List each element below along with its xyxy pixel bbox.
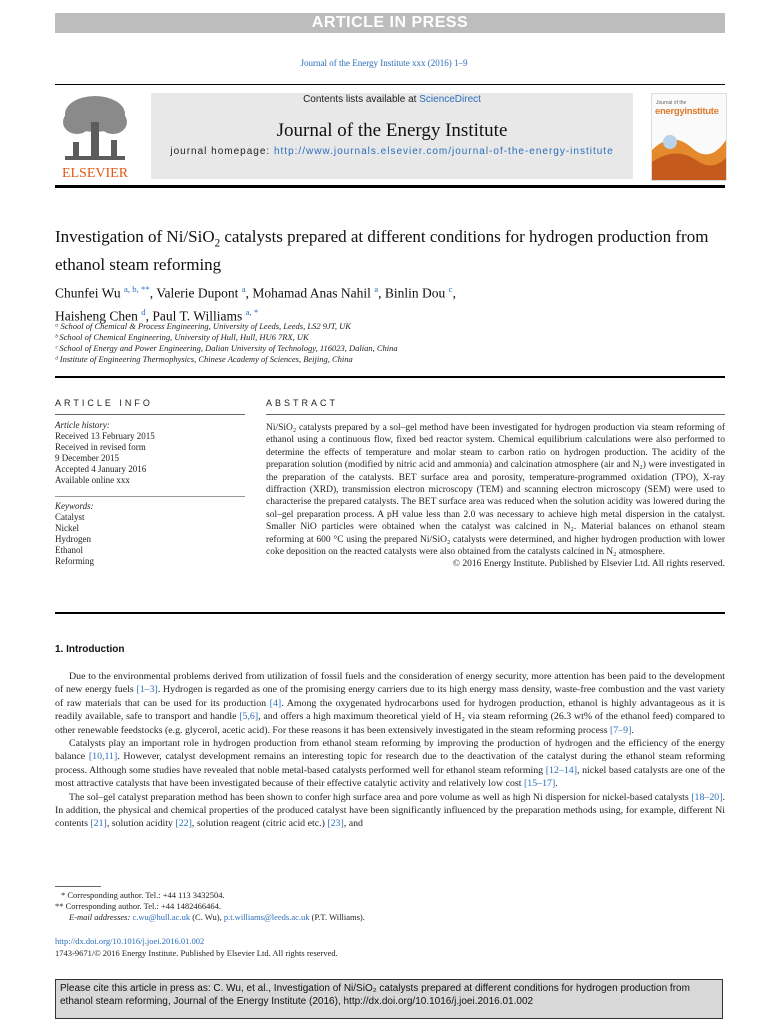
- history-line: Accepted 4 January 2016: [55, 464, 147, 474]
- author-name[interactable]: Valerie Dupont: [156, 285, 239, 301]
- reference-link[interactable]: [21]: [90, 818, 107, 830]
- article-title: [55, 226, 725, 275]
- keywords-label: Keywords:: [55, 501, 94, 511]
- introduction-heading: 1. Introduction: [55, 644, 125, 655]
- paragraph-text: . However, catalyst development remains an interesting topic for research due to the deactivation of the catalyst during the ethanol steam reforming process. Although some studies have revealed that noble metal-based catalysts performed well for ethanol steam reforming: [55, 751, 726, 776]
- email-who-williams: (P.T. Williams).: [309, 912, 365, 922]
- cover-line1: Journal of the: [656, 100, 687, 106]
- history-line: Received in revised form: [55, 442, 146, 452]
- elsevier-wordmark: ELSEVIER: [61, 166, 129, 181]
- abstract-text: Ni/SiO₂ catalysts prepared by a sol–gel method have been investigated for hydrogen production via steam reforming of ethanol using a continuous flow, fixed bed reactor system. Chemical equilibrium calculations were also performed to determine the effects of temperature and molar steam to carbon ratio on hydrogen production. The acidity of the preparation solution (modified by nitric acid and ammonia) and calcination atmosphere (air and N₂) were investigated in the preparation of the catalysts. BET surface area and porosity, temperature-programmed oxidation (TPO), X-ray diffraction (XRD), transmission electron microscopy (TEM) and scanning electron microscopy (SEM) were used to characterise the prepared catalysts. The BET surface area was reduced when the solution acidity was lowered during the sol–gel preparation process. A pH value less than 2.0 was necessary to achieve high metal dispersion in the catalyst. Smaller NiO particles were obtained when the catalyst was calcined in N₂. Material balances on ethanol steam reforming at 600 °C using the prepared Ni/SiO₂ catalysts were determined, and higher hydrogen production with lower coke deposition on the reacted catalysts were also obtained from the catalysts calcined in N₂ atmosphere.: [266, 423, 725, 558]
- article-history: [55, 420, 245, 486]
- reference-link[interactable]: [7–9]: [610, 724, 632, 736]
- affiliation-line: ᶜ School of Energy and Power Engineering, Dalian University of Technology, 116023, Dalian, China: [55, 343, 398, 353]
- author-affil-marker[interactable]: a, *: [245, 306, 259, 317]
- keywords-rule: [55, 496, 245, 497]
- contents-prefix: Contents lists available at: [303, 94, 420, 105]
- title-part1: Investigation of Ni/SiO: [55, 227, 215, 246]
- affiliations: [55, 321, 725, 365]
- author-affil-marker[interactable]: a: [241, 284, 246, 294]
- author-affil-marker[interactable]: c: [448, 284, 453, 294]
- paragraph-text: Catalysts play an important role in hydrogen production from ethanol steam reforming by improving the production of hydrogen and the efficiency of the energy balance: [55, 738, 725, 763]
- journal-cover-image: [651, 93, 727, 181]
- reference-link[interactable]: [5,6]: [239, 711, 259, 723]
- journal-reference-link[interactable]: Journal of the Energy Institute xxx (2016) 1–9: [300, 58, 468, 68]
- journal-title: Journal of the Energy Institute: [276, 120, 508, 141]
- author-separator: ,: [245, 285, 253, 301]
- reference-link[interactable]: [23]: [327, 818, 344, 830]
- author-name[interactable]: Binlin Dou: [384, 285, 446, 301]
- paragraph-text: . Hydrogen is regarded as one of the promising energy carriers due to its high energy mass density, waste-free combustion and the vast variety of raw materials that can be used for its production: [55, 684, 726, 709]
- paragraph-text: , solution acidity: [106, 818, 176, 830]
- paragraph-text: , and offers a high maximum theoretical yield of H₂ via steam reforming (26.3 wt% of the ethanol feed) compared to other renewable feedstocks (e.g. glycerol, acetic acid). For these reasons it has been extensively investigated in the steam reforming process: [55, 711, 725, 736]
- issn-line: 1743-9671/© 2016 Energy Institute. Published by Elsevier Ltd. All rights reserved.: [55, 948, 338, 958]
- email-who-wu: (C. Wu),: [190, 912, 224, 922]
- sciencedirect-link[interactable]: ScienceDirect: [419, 94, 481, 105]
- email-line: [55, 912, 725, 923]
- intro-paragraph-2: [55, 737, 725, 791]
- history-label: Article history:: [55, 420, 110, 430]
- reference-link[interactable]: [1–3]: [136, 684, 158, 696]
- journal-homepage: [151, 146, 633, 158]
- author-affil-marker[interactable]: a: [374, 284, 379, 294]
- keyword: Nickel: [55, 523, 79, 533]
- reference-link[interactable]: [4]: [269, 697, 282, 709]
- intro-paragraph-1: [55, 670, 725, 737]
- author-separator: ,: [378, 285, 385, 301]
- author-affil-marker[interactable]: d: [141, 306, 146, 317]
- author-list: [55, 280, 725, 325]
- author-name[interactable]: Chunfei Wu: [55, 285, 121, 301]
- abstract-bottom-rule: [55, 612, 725, 614]
- title-subscript: 2: [214, 237, 221, 250]
- reference-link[interactable]: [22]: [175, 818, 192, 830]
- corresponding-author-1: * Corresponding author. Tel.: +44 113 3432504.: [61, 890, 225, 900]
- affiliation-line: ᵇ School of Chemical Engineering, University of Hull, Hull, HU6 7RX, UK: [55, 332, 309, 342]
- corresponding-author-2: ** Corresponding author. Tel.: +44 1482466464.: [55, 901, 222, 911]
- cite-this-article-box: Please cite this article in press as: C. Wu, et al., Investigation of Ni/SiO₂ catalysts prepared at different conditions for hydrogen production from ethanol steam reforming, Journal of the Energy Institute (2016), http://dx.doi.org/10.1016/j.joei.2016.01.002: [55, 979, 723, 1019]
- cover-graphic: [652, 120, 726, 180]
- paragraph-text: , nickel based catalysts are one of the most attractive catalysts that have been investigated because of their effective catalytic activity and relatively low cost: [55, 764, 725, 790]
- paragraph-text: , solution reagent (citric acid etc.): [191, 818, 328, 830]
- author-name[interactable]: Haisheng Chen: [55, 308, 138, 323]
- reference-link[interactable]: [10,11]: [88, 751, 118, 763]
- history-line: 9 December 2015: [55, 453, 119, 463]
- article-info-heading: ARTICLE INFO: [55, 398, 153, 408]
- reference-link[interactable]: [18–20]: [691, 791, 723, 803]
- title-part2: catalysts prepared at different conditions for hydrogen production from ethanol steam reforming: [55, 227, 709, 275]
- info-top-rule: [55, 376, 725, 378]
- paragraph-text: . Among the oxygenated hydrocarbons used for hydrogen production, ethanol is highly advantageous as it is readily available, safe to transport and handle: [55, 697, 725, 723]
- paragraph-text: The sol–gel catalyst preparation method has been shown to confer high surface area and pore volume as well as high Ni dispersion for nickel-based catalysts: [69, 791, 692, 803]
- author-name[interactable]: Mohamad Anas Nahil: [252, 285, 371, 301]
- intro-paragraph-3: [55, 791, 725, 831]
- author-name[interactable]: Paul T. Williams: [152, 308, 243, 323]
- email-link-wu[interactable]: c.wu@hull.ac.uk: [132, 912, 191, 922]
- abstract-heading: ABSTRACT: [266, 398, 339, 408]
- abstract-body: [266, 422, 725, 571]
- author-separator: ,: [145, 308, 153, 323]
- abstract-heading-rule: [266, 414, 725, 415]
- footnotes: [55, 890, 725, 923]
- keyword: Reforming: [55, 556, 94, 566]
- email-link-williams[interactable]: p.t.williams@leeds.ac.uk: [223, 912, 310, 922]
- contents-line: [151, 94, 633, 105]
- doi-link[interactable]: http://dx.doi.org/10.1016/j.joei.2016.01.002: [55, 936, 205, 946]
- header-bottom-rule: [55, 185, 725, 188]
- author-separator: ,: [452, 285, 456, 301]
- cover-line2: energyinstitute: [655, 106, 719, 117]
- paragraph-text: .: [555, 778, 558, 790]
- abstract-copyright: © 2016 Energy Institute. Published by Elsevier Ltd. All rights reserved.: [452, 559, 725, 570]
- info-heading-rule: [55, 414, 245, 415]
- homepage-label: journal homepage:: [170, 146, 274, 157]
- affiliation-line: ᵈ Institute of Engineering Thermophysics, Chinese Academy of Sciences, Beijing, China: [55, 354, 353, 364]
- article-in-press-banner: ARTICLE IN PRESS: [55, 13, 725, 33]
- affiliation-line: ᵃ School of Chemical & Process Engineering, University of Leeds, Leeds, LS2 9JT, UK: [55, 321, 351, 331]
- reference-link[interactable]: [12–14]: [545, 764, 577, 776]
- reference-link[interactable]: [15–17]: [523, 778, 556, 790]
- footnote-rule: [55, 886, 101, 887]
- history-line: Received 13 February 2015: [55, 431, 155, 441]
- homepage-url-link[interactable]: http://www.journals.elsevier.com/journal-of-the-energy-institute: [273, 146, 614, 157]
- history-line: Available online xxx: [55, 475, 130, 485]
- keyword: Hydrogen: [55, 534, 91, 544]
- header-top-rule: [55, 84, 725, 85]
- paragraph-text: , and: [343, 818, 363, 830]
- email-label: E-mail addresses:: [69, 912, 133, 922]
- introduction-body: [55, 670, 725, 831]
- keyword: Catalyst: [55, 512, 85, 522]
- author-separator: ,: [149, 285, 157, 301]
- author-affil-marker[interactable]: a, b, **: [123, 284, 150, 294]
- paragraph-text: .: [631, 724, 634, 736]
- keywords-block: [55, 501, 245, 567]
- keyword: Ethanol: [55, 545, 83, 555]
- paragraph-text: . In addition, the physical and chemical properties of the produced catalyst have been significantly influenced by the preparation methods using, for example, different Ni contents: [55, 791, 725, 830]
- paragraph-text: Due to the environmental problems derived from utilization of fossil fuels and the consideration of energy security, more attention has been paid to the development of new energy fuels: [55, 671, 725, 696]
